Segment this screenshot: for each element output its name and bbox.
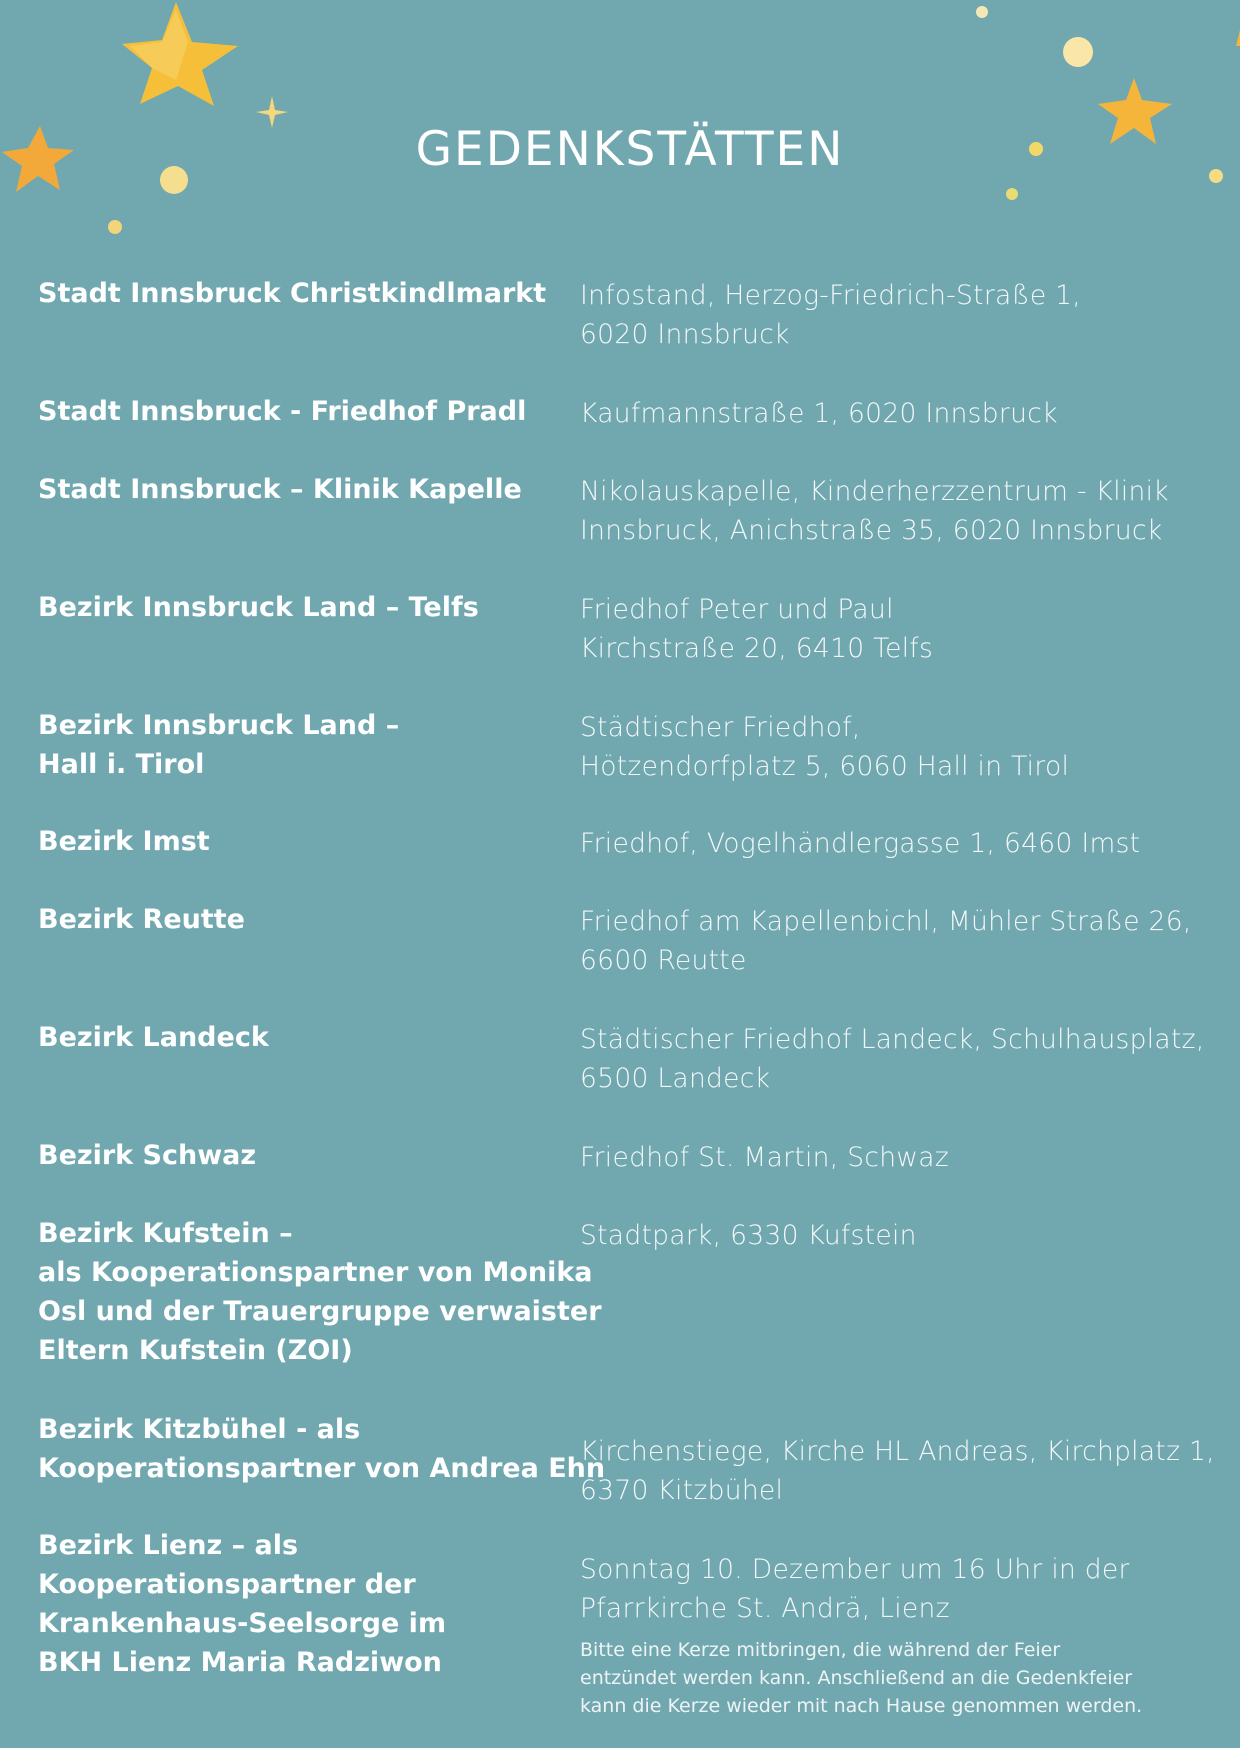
location-line: Kooperationspartner von Andrea Ehn [38,1453,606,1484]
location-line: Stadt Innsbruck – Klinik Kapelle [38,474,522,505]
memorial-location [38,588,538,627]
location-line: BKH Lienz Maria Radziwon [38,1647,442,1678]
memorial-address [580,1550,1220,1628]
location-line: Krankenhaus-Seelsorge im [38,1608,447,1639]
address-line: Friedhof St. Martin, Schwaz [580,1142,950,1173]
memorial-address [580,276,1220,354]
memorial-address [580,708,1220,786]
address-line: Friedhof Peter und Paul [580,594,894,625]
location-line: Kooperationspartner der [38,1569,416,1600]
address-line: 6600 Reutte [580,945,747,976]
address-line: Kirchstraße 20, 6410 Telfs [580,633,934,664]
location-line: Hall i. Tirol [38,749,205,780]
memorial-address [580,472,1220,550]
location-line: Eltern Kufstein (ZOI) [38,1335,353,1366]
address-line: Städtischer Friedhof, [580,712,861,743]
star-icon [122,2,238,106]
location-line: Bezirk Kitzbühel - als [38,1414,361,1445]
address-line: Innsbruck, Anichstraße 35, 6020 Innsbruck [580,515,1163,546]
location-line: Bezirk Schwaz [38,1140,257,1171]
memorial-location [38,1136,538,1175]
location-line: Stadt Innsbruck - Friedhof Pradl [38,396,527,427]
location-line: Bezirk Landeck [38,1022,269,1053]
memorial-address [580,590,1220,668]
location-line: Bezirk Innsbruck Land – [38,710,400,741]
address-line: Städtischer Friedhof Landeck, Schulhausplatz, [580,1024,1205,1055]
location-line: Bezirk Imst [38,826,210,857]
address-line: Kirchenstiege, Kirche HL Andreas, Kirchplatz 1, [580,1436,1215,1467]
address-line: Stadtpark, 6330 Kufstein [580,1220,917,1251]
memorial-location [38,900,538,939]
memorial-address [580,394,1220,433]
memorial-location [38,706,538,784]
address-line: Sonntag 10. Dezember um 16 Uhr in der [580,1554,1130,1585]
memorial-address [580,1432,1220,1510]
memorial-address [580,824,1220,863]
memorial-location [38,470,538,509]
location-line: Bezirk Lienz – als [38,1530,299,1561]
lienz-note [580,1636,1200,1720]
note-line: Bitte eine Kerze mitbringen, die während der Feier [580,1639,1061,1661]
memorial-location [38,1410,606,1488]
page-title: GEDENKSTÄTTEN [415,122,845,177]
address-line: 6500 Landeck [580,1063,771,1094]
location-line: Bezirk Innsbruck Land – Telfs [38,592,479,623]
address-line: 6020 Innsbruck [580,319,790,350]
address-line: Pfarrkirche St. Andrä, Lienz [580,1593,950,1624]
location-line: als Kooperationspartner von Monika [38,1257,593,1288]
memorial-location [38,1018,538,1057]
memorial-location [38,392,538,431]
address-line: Kaufmannstraße 1, 6020 Innsbruck [580,398,1058,429]
memorial-address [580,902,1220,980]
memorial-location [38,274,547,313]
memorial-address [580,1138,1220,1177]
address-line: Nikolauskapelle, Kinderherzzentrum - Klinik [580,476,1169,507]
note-line: entzündet werden kann. Anschließend an die Gedenkfeier [580,1667,1133,1689]
memorial-address [580,1020,1220,1098]
location-line: Stadt Innsbruck Christkindlmarkt [38,278,547,309]
address-line: Friedhof am Kapellenbichl, Mühler Straße 26, [580,906,1192,937]
memorial-address [580,1216,1220,1255]
memorial-location [38,822,538,861]
address-line: Hötzendorfplatz 5, 6060 Hall in Tirol [580,751,1070,782]
address-line: Friedhof, Vogelhändlergasse 1, 6460 Imst [580,828,1141,859]
memorial-location [38,1526,538,1682]
note-line: kann die Kerze wieder mit nach Hause genommen werden. [580,1695,1143,1717]
location-line: Bezirk Reutte [38,904,245,935]
address-line: 6370 Kitzbühel [580,1475,784,1506]
location-line: Osl und der Trauergruppe verwaister [38,1296,602,1327]
location-line: Bezirk Kufstein – [38,1218,293,1249]
address-line: Infostand, Herzog-Friedrich-Straße 1, [580,280,1082,311]
memorial-location [38,1214,602,1370]
